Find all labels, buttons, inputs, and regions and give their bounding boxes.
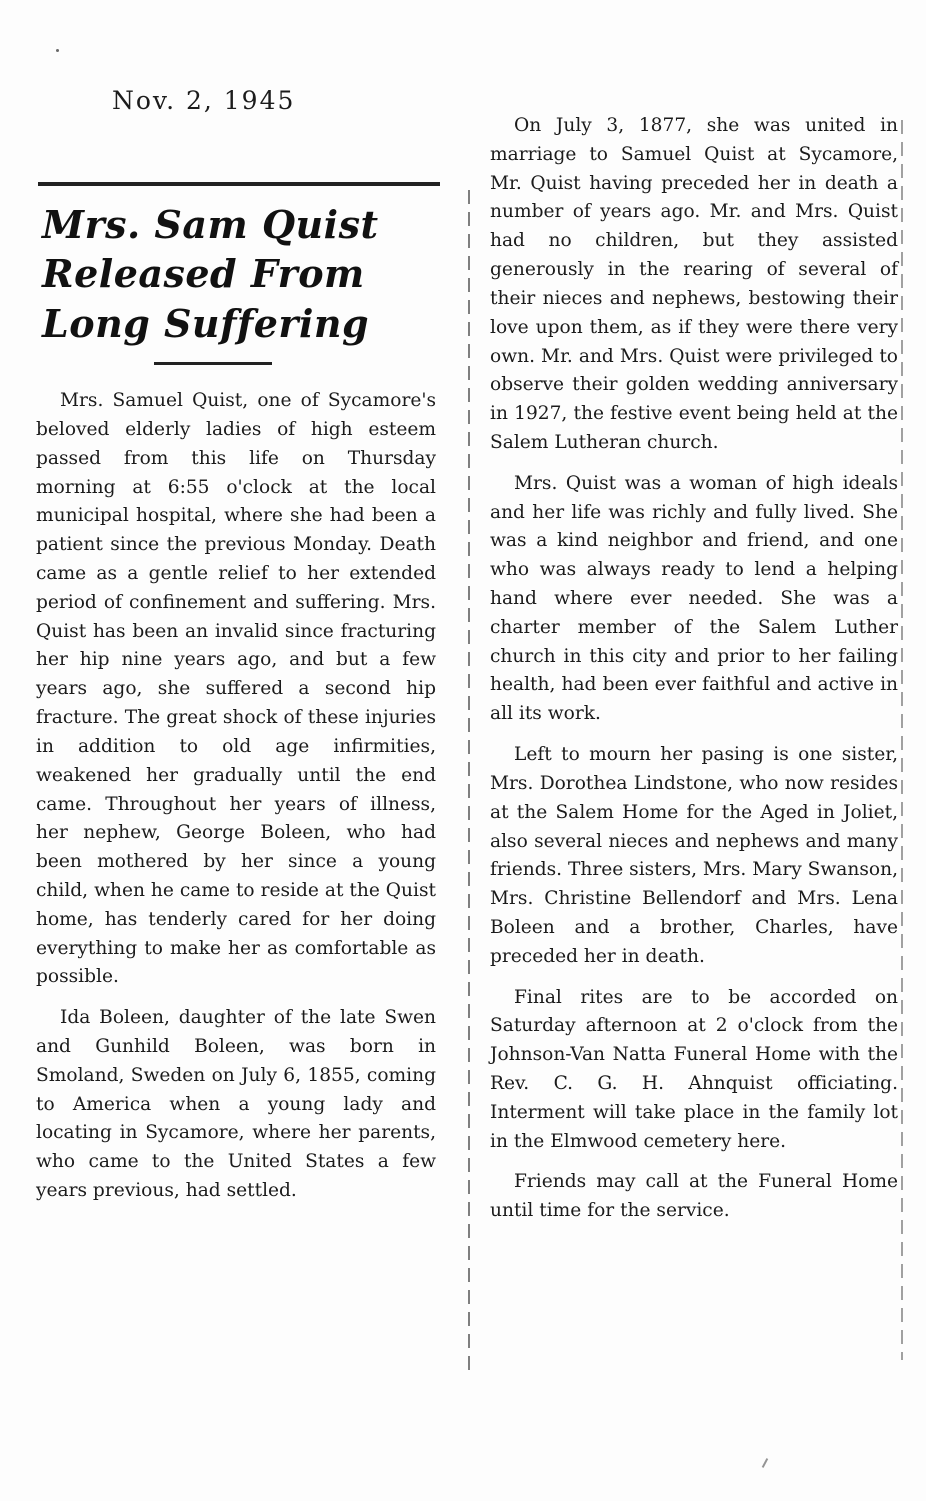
right-column — [490, 112, 902, 1238]
headline-line-2: Released From — [42, 251, 365, 297]
scan-mark — [762, 1458, 768, 1468]
paragraph: Mrs. Samuel Quist, one of Sycamore's beloved elderly ladies of high esteem passed from this life on Thursday morning at 6:55 o'clock at the local municipal hospital, where she had been a patient since the previous Monday. Death came as a gentle relief to her extended period of confinement and suffering. Mrs. Quist has been an invalid since fracturing her hip nine years ago, and but a few years ago, she suffered a second hip fracture. The great shock of these injuries in addition to old age infirmities, weakened her gradually until the end came. Throughout her years of illness, her nephew, George Boleen, who had been mothered by her since a young child, when he came to reside at the Quist home, has tenderly cared for her doing everything to make her as comfortable as possible. — [36, 390, 436, 988]
paragraph: Mrs. Quist was a woman of high ideals and her life was richly and fully lived. She was a kind neighbor and friend, and one who was always ready to lend a helping hand where ever needed. She was a charter member of the Salem Luther church in this city and prior to her failing health, had been ever faithful and active in all its work. — [490, 472, 898, 725]
publication-date: Nov. 2, 1945 — [112, 86, 296, 115]
column-divider — [468, 190, 470, 1370]
headline-line-3: Long Suffering — [42, 300, 370, 346]
headline-bottom-rule — [154, 362, 272, 365]
right-column-body — [490, 112, 898, 1226]
scan-speck — [56, 49, 59, 52]
paragraph: Left to mourn her pasing is one sister, Mrs. Dorothea Lindstone, who now resides at the Salem Home for the Aged in Joliet, also several nieces and nephews and many friends. Three sisters, Mrs. Mary Swanson, Mrs. Christine Bellendorf and Mrs. Lena Boleen and a brother, Charles, have preceded her in death. — [490, 744, 898, 967]
left-column — [36, 182, 448, 1218]
left-column-body — [36, 387, 440, 1206]
paragraph: Final rites are to be accorded on Saturday afternoon at 2 o'clock from the Johnson-Van Natta Funeral Home with the Rev. C. G. H. Ahnquist officiating. Interment will take place in the family lot in the Elmwood cemetery here. — [490, 986, 898, 1152]
paragraph: Ida Boleen, daughter of the late Swen and Gunhild Boleen, was born in Smoland, Sweden on July 6, 1855, coming to America when a young lady and locating in Sycamore, where her parents, who came to the United States a few years previous, had settled. — [36, 1007, 436, 1202]
headline-top-rule — [38, 182, 440, 186]
paragraph: Friends may call at the Funeral Home until time for the service. — [490, 1171, 898, 1222]
headline-line-1: Mrs. Sam Quist — [42, 202, 379, 247]
headline — [42, 200, 448, 348]
paragraph: On July 3, 1877, she was united in marriage to Samuel Quist at Sycamore, Mr. Quist having preceded her in death a number of years ago. Mr. and Mrs. Quist had no children, but they assisted generously in the rearing of several of their nieces and nephews, bestowing their love upon them, as if they were there very own. Mr. and Mrs. Quist were privileged to observe their golden wedding anniversary in 1927, the festive event being held at the Salem Lutheran church. — [490, 115, 898, 453]
